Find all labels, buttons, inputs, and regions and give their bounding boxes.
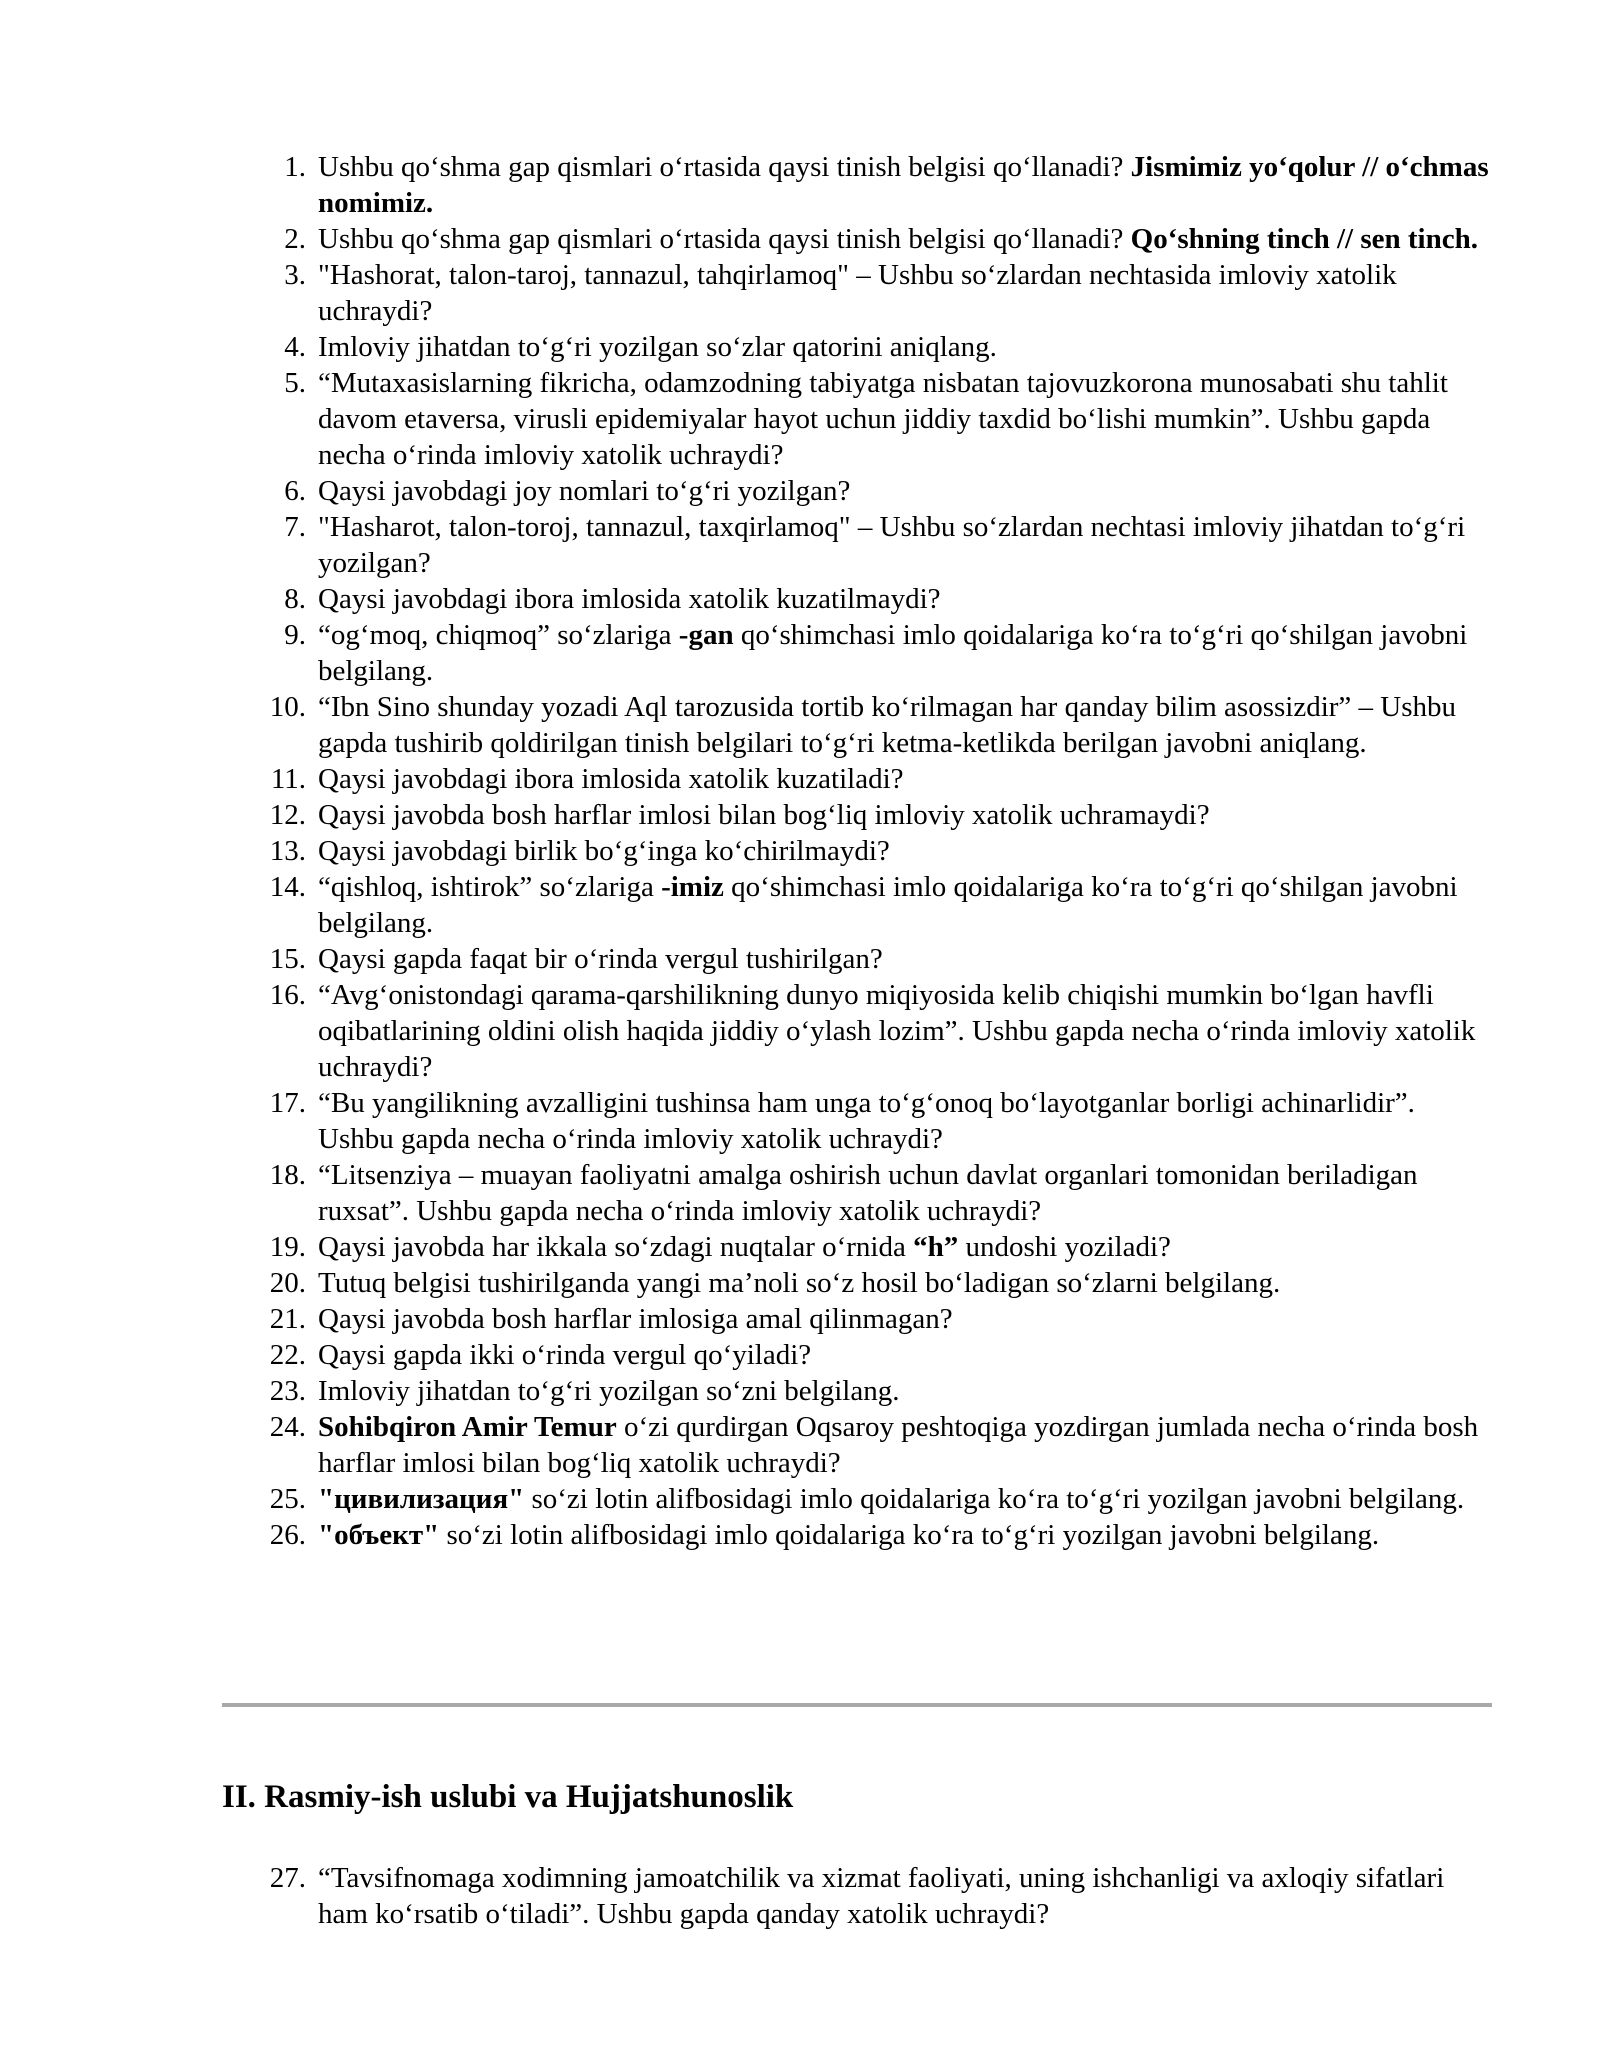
- question-text: “ogʻmoq, chiqmoq” soʻzlariga: [318, 619, 679, 651]
- question-number: 19.: [269, 1231, 306, 1263]
- question-text: Qaysi gapda faqat bir oʻrinda vergul tushirilgan?: [318, 943, 883, 975]
- question-item: [222, 149, 1492, 221]
- question-text-bold: "цивилизация": [318, 1483, 525, 1515]
- question-text-bold: Qoʻshning tinch // sen tinch.: [1130, 223, 1478, 255]
- question-item: [222, 581, 1492, 617]
- question-text: “Ibn Sino shunday yozadi Aql tarozusida tortib koʻrilmagan har qanday bilim asossizdir” – Ushbu gapda tushirib qoldirilgan tinish belgilari toʻgʻri ketma-ketlikda berilgan javobni aniqlang.: [318, 691, 1457, 759]
- question-text: “Avgʻonistondagi qarama-qarshilikning dunyo miqiyosida kelib chiqishi mumkin boʻlgan havfli oqibatlarining oldini olish haqida jiddiy oʻylash lozim”. Ushbu gapda necha oʻrinda imloviy xatolik uchraydi?: [318, 979, 1476, 1083]
- question-text-bold: “h”: [913, 1231, 959, 1263]
- question-text: “Tavsifnomaga xodimning jamoatchilik va xizmat faoliyati, uning ishchanligi va axloqiy sifatlari ham koʻrsatib oʻtiladi”. Ushbu gapda qanday xatolik uchraydi?: [318, 1862, 1445, 1930]
- question-item: [222, 1373, 1492, 1409]
- question-number: 8.: [284, 583, 306, 615]
- question-text: Qaysi javobdagi ibora imlosida xatolik kuzatiladi?: [318, 763, 904, 795]
- question-number: 23.: [269, 1375, 306, 1407]
- question-list-section-2: [222, 1860, 1492, 1932]
- question-number: 20.: [269, 1267, 306, 1299]
- question-text: “Mutaxasislarning fikricha, odamzodning tabiyatga nisbatan tajovuzkorona munosabati shu tahlit davom etaversa, virusli epidemiyalar hayot uchun jiddiy taxdid boʻlishi mumkin”. Ushbu gapda necha oʻrinda imloviy xatolik uchraydi?: [318, 367, 1448, 471]
- question-item: [222, 1409, 1492, 1481]
- question-text: oʻzi qurdirgan Oqsaroy peshtoqiga yozdirgan jumlada necha oʻrinda bosh harflar imlosi bilan bogʻliq xatolik uchraydi?: [318, 1411, 1479, 1479]
- question-item: [222, 1265, 1492, 1301]
- question-text: Qaysi javobda bosh harflar imlosiga amal qilinmagan?: [318, 1303, 953, 1335]
- question-text: Qaysi javobdagi joy nomlari toʻgʻri yozilgan?: [318, 475, 851, 507]
- question-item: [222, 1860, 1492, 1932]
- question-text: Imloviy jihatdan toʻgʻri yozilgan soʻzni belgilang.: [318, 1375, 900, 1407]
- question-number: 13.: [269, 835, 306, 867]
- question-item: [222, 365, 1492, 473]
- question-item: [222, 473, 1492, 509]
- question-number: 1.: [284, 151, 306, 183]
- question-item: [222, 617, 1492, 689]
- question-item: [222, 1301, 1492, 1337]
- question-text: “Bu yangilikning avzalligini tushinsa ham unga toʻgʻonoq boʻlayotganlar borligi achinarlidir”. Ushbu gapda necha oʻrinda imloviy xatolik uchraydi?: [318, 1087, 1415, 1155]
- question-item: [222, 977, 1492, 1085]
- question-number: 4.: [284, 331, 306, 363]
- question-number: 22.: [269, 1339, 306, 1371]
- question-item: [222, 1157, 1492, 1229]
- question-item: [222, 797, 1492, 833]
- question-number: 3.: [284, 259, 306, 291]
- question-list: [222, 149, 1492, 1553]
- question-text-bold: -imiz: [661, 871, 724, 903]
- question-text: Imloviy jihatdan toʻgʻri yozilgan soʻzlar qatorini aniqlang.: [318, 331, 997, 363]
- question-text: Qaysi javobda har ikkala soʻzdagi nuqtalar oʻrnida: [318, 1231, 914, 1263]
- question-text: Qaysi javobdagi ibora imlosida xatolik kuzatilmaydi?: [318, 583, 941, 615]
- question-number: 6.: [284, 475, 306, 507]
- question-text: “qishloq, ishtirok” soʻzlariga: [318, 871, 662, 903]
- question-text-bold: Jismimiz yoʻqolur // oʻchmas nomimiz.: [318, 151, 1489, 219]
- question-item: [222, 1085, 1492, 1157]
- question-text: soʻzi lotin alifbosidagi imlo qoidalariga koʻra toʻgʻri yozilgan javobni belgilang.: [439, 1519, 1380, 1551]
- question-text: Qaysi gapda ikki oʻrinda vergul qoʻyiladi?: [318, 1339, 812, 1371]
- question-number: 7.: [284, 511, 306, 543]
- question-number: 15.: [269, 943, 306, 975]
- question-text-bold: "объект": [318, 1519, 440, 1551]
- question-text: Qaysi javobdagi birlik boʻgʻinga koʻchirilmaydi?: [318, 835, 890, 867]
- question-item: [222, 689, 1492, 761]
- question-number: 9.: [284, 619, 306, 651]
- question-number: 27.: [269, 1862, 306, 1894]
- question-number: 21.: [269, 1303, 306, 1335]
- section-divider: [222, 1703, 1492, 1707]
- document-page: [222, 0, 1492, 2070]
- question-item: [222, 509, 1492, 581]
- question-number: 5.: [284, 367, 306, 399]
- question-item: [222, 221, 1492, 257]
- question-text: Ushbu qoʻshma gap qismlari oʻrtasida qaysi tinish belgisi qoʻllanadi?: [318, 151, 1131, 183]
- question-item: [222, 1517, 1492, 1553]
- question-number: 2.: [284, 223, 306, 255]
- question-text: soʻzi lotin alifbosidagi imlo qoidalariga koʻra toʻgʻri yozilgan javobni belgilang.: [524, 1483, 1465, 1515]
- question-text: “Litsenziya – muayan faoliyatni amalga oshirish uchun davlat organlari tomonidan beriladigan ruxsat”. Ushbu gapda necha oʻrinda imloviy xatolik uchraydi?: [318, 1159, 1418, 1227]
- question-text: Qaysi javobda bosh harflar imlosi bilan bogʻliq imloviy xatolik uchramaydi?: [318, 799, 1210, 831]
- section-heading: II. Rasmiy-ish uslubi va Hujjatshunoslik: [222, 1779, 794, 1815]
- question-text: Tutuq belgisi tushirilganda yangi ma’noli soʻz hosil boʻladigan soʻzlarni belgilang.: [318, 1267, 1281, 1299]
- question-number: 24.: [269, 1411, 306, 1443]
- question-number: 26.: [269, 1519, 306, 1551]
- question-text: Ushbu qoʻshma gap qismlari oʻrtasida qaysi tinish belgisi qoʻllanadi?: [318, 223, 1131, 255]
- question-item: [222, 941, 1492, 977]
- question-text-bold: Sohibqiron Amir Temur: [318, 1411, 617, 1443]
- question-item: [222, 1229, 1492, 1265]
- question-number: 12.: [269, 799, 306, 831]
- question-item: [222, 1337, 1492, 1373]
- question-number: 10.: [269, 691, 306, 723]
- question-text: qoʻshimchasi imlo qoidalariga koʻra toʻgʻri qoʻshilgan javobni belgilang.: [318, 619, 1468, 687]
- question-item: [222, 869, 1492, 941]
- question-number: 16.: [269, 979, 306, 1011]
- question-item: [222, 329, 1492, 365]
- question-text: "Hasharot, talon-toroj, tannazul, taxqirlamoq" – Ushbu soʻzlardan nechtasi imloviy jihatdan toʻgʻri yozilgan?: [318, 511, 1466, 579]
- question-number: 18.: [269, 1159, 306, 1191]
- question-text-bold: -gan: [678, 619, 734, 651]
- question-item: [222, 761, 1492, 797]
- question-text: undoshi yoziladi?: [958, 1231, 1171, 1263]
- question-number: 25.: [269, 1483, 306, 1515]
- question-text: "Hashorat, talon-taroj, tannazul, tahqirlamoq" – Ushbu soʻzlardan nechtasida imloviy xatolik uchraydi?: [318, 259, 1397, 327]
- question-number: 14.: [269, 871, 306, 903]
- question-number: 11.: [270, 763, 306, 795]
- question-text: qoʻshimchasi imlo qoidalariga koʻra toʻgʻri qoʻshilgan javobni belgilang.: [318, 871, 1458, 939]
- question-item: [222, 257, 1492, 329]
- question-number: 17.: [269, 1087, 306, 1119]
- question-item: [222, 1481, 1492, 1517]
- question-item: [222, 833, 1492, 869]
